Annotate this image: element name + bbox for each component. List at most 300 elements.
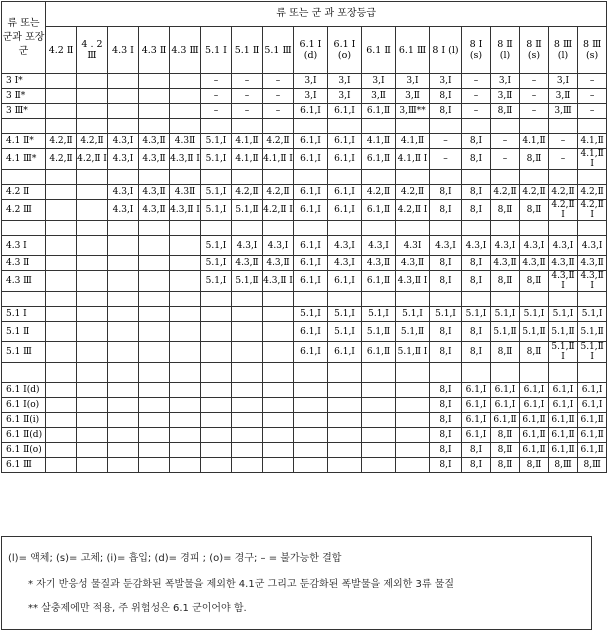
table-cell: 4.2,Ⅱ Ⅰ [549, 200, 578, 221]
table-cell: 8,Ⅰ [430, 458, 462, 473]
table-cell: 5.1,Ⅰ [362, 307, 396, 322]
table-cell: 5.1,Ⅰ [396, 307, 430, 322]
table-cell [46, 236, 77, 256]
table-cell [549, 170, 578, 185]
table-cell [77, 443, 108, 458]
table-cell: 8,Ⅰ [430, 428, 462, 443]
table-cell: 8,Ⅰ [462, 256, 491, 271]
table-cell: 3,Ⅰ [362, 74, 396, 89]
table-cell: – [232, 74, 263, 89]
table-cell [108, 221, 139, 236]
table-cell: 6.1,Ⅰ [328, 271, 362, 292]
table-cell: 8,Ⅰ [462, 342, 491, 363]
table-cell: 4.1,Ⅱ [520, 134, 549, 149]
table-cell [328, 443, 362, 458]
table-cell [328, 398, 362, 413]
table-cell [491, 119, 520, 134]
table-row [2, 271, 607, 292]
column-header: 5.1 Ⅰ [201, 27, 232, 74]
table-cell [77, 271, 108, 292]
table-cell [170, 413, 201, 428]
table-cell: 4.3,Ⅱ [263, 256, 294, 271]
table-cell: 6.1,Ⅰ [294, 271, 328, 292]
table-cell [77, 200, 108, 221]
table-cell: 4.3,Ⅰ [491, 236, 520, 256]
table-cell: 8,Ⅱ [520, 200, 549, 221]
table-cell: – [263, 89, 294, 104]
packing-group-matrix [1, 1, 607, 473]
row-label: 5.1 Ⅲ [2, 342, 46, 363]
table-cell: 6.1,Ⅰ [462, 383, 491, 398]
table-cell [46, 363, 77, 383]
table-cell [170, 119, 201, 134]
table-cell [578, 119, 607, 134]
table-cell: 4.3Ⅰ [396, 236, 430, 256]
table-cell: 4.2,Ⅱ [578, 185, 607, 200]
table-cell [232, 443, 263, 458]
table-cell: 8,Ⅰ [430, 271, 462, 292]
row-label: 6.1 Ⅰ(o) [2, 398, 46, 413]
table-cell [46, 119, 77, 134]
table-cell [139, 119, 170, 134]
table-row [2, 74, 607, 89]
table-cell: 8,Ⅱ [491, 104, 520, 119]
table-cell: 6.1,Ⅱ [578, 413, 607, 428]
table-cell [520, 170, 549, 185]
table-cell [201, 458, 232, 473]
table-cell [328, 363, 362, 383]
table-cell [201, 292, 232, 307]
table-cell: 4.2,Ⅱ [362, 185, 396, 200]
table-cell [77, 256, 108, 271]
table-cell: 6.1,Ⅰ [462, 398, 491, 413]
table-cell [170, 307, 201, 322]
table-cell [520, 119, 549, 134]
row-label: 3 Ⅰ* [2, 74, 46, 89]
table-cell: 6.1,Ⅰ [549, 398, 578, 413]
table-cell: 4.3,Ⅰ [108, 200, 139, 221]
table-cell: 8,Ⅱ [491, 271, 520, 292]
table-cell: 4.3,Ⅰ [520, 236, 549, 256]
table-cell [170, 170, 201, 185]
table-cell [108, 428, 139, 443]
table-cell [263, 221, 294, 236]
table-cell [396, 292, 430, 307]
table-cell: 4.3,Ⅱ Ⅰ [578, 271, 607, 292]
table-cell [201, 428, 232, 443]
table-cell: 6.1,Ⅰ [328, 200, 362, 221]
table-cell: 6.1,Ⅱ [362, 200, 396, 221]
column-header: 8 Ⅱ (l) [491, 27, 520, 74]
table-cell: 4.1,Ⅱ Ⅰ [263, 149, 294, 170]
table-cell [549, 363, 578, 383]
table-cell [294, 221, 328, 236]
row-label: 4.3 Ⅲ [2, 271, 46, 292]
table-cell: 5.1,Ⅱ [396, 322, 430, 342]
table-cell: 6.1,Ⅱ [491, 413, 520, 428]
table-cell [46, 307, 77, 322]
table-cell: 4.3,Ⅱ [139, 149, 170, 170]
table-cell: 8,Ⅰ [430, 256, 462, 271]
table-cell: 8,Ⅲ [578, 458, 607, 473]
table-cell [462, 292, 491, 307]
table-cell: 4.3,Ⅰ [549, 236, 578, 256]
table-cell [170, 458, 201, 473]
table-cell: 8,Ⅰ [462, 443, 491, 458]
table-cell [328, 292, 362, 307]
row-label: 3 Ⅲ* [2, 104, 46, 119]
table-cell [263, 342, 294, 363]
table-cell: 5.1,Ⅰ [328, 322, 362, 342]
table-cell [46, 221, 77, 236]
row-label [2, 119, 46, 134]
table-cell: 6.1,Ⅱ [520, 413, 549, 428]
table-cell [46, 170, 77, 185]
table-cell: 6.1,Ⅰ [462, 428, 491, 443]
table-cell [139, 398, 170, 413]
table-cell [430, 119, 462, 134]
table-cell [201, 398, 232, 413]
table-cell [578, 221, 607, 236]
table-cell: 8,Ⅰ [462, 271, 491, 292]
table-cell: 4.1,Ⅱ [232, 134, 263, 149]
table-cell [77, 236, 108, 256]
table-cell: 3,Ⅲ** [396, 104, 430, 119]
column-header: 6.1 Ⅲ [396, 27, 430, 74]
table-cell [46, 256, 77, 271]
table-cell: 4.2,Ⅱ [77, 134, 108, 149]
table-cell: 4.3,Ⅰ [462, 236, 491, 256]
table-cell [139, 363, 170, 383]
table-cell: 4.3,Ⅰ [263, 236, 294, 256]
table-cell [328, 458, 362, 473]
table-cell: – [520, 74, 549, 89]
table-cell [77, 74, 108, 89]
table-cell: 5.1,Ⅰ [294, 307, 328, 322]
table-cell: 5.1,Ⅰ [201, 200, 232, 221]
table-cell [328, 221, 362, 236]
table-cell [396, 221, 430, 236]
table-cell [430, 363, 462, 383]
table-cell [491, 363, 520, 383]
table-cell: 4.1,Ⅱ [362, 134, 396, 149]
table-cell [396, 458, 430, 473]
table-cell: 4.3,Ⅱ [139, 134, 170, 149]
spacer-row [2, 221, 607, 236]
table-cell: 4.2,Ⅱ Ⅰ [396, 200, 430, 221]
table-cell: – [462, 89, 491, 104]
table-cell: 8,Ⅰ [462, 185, 491, 200]
table-cell: 5.1,Ⅰ [201, 271, 232, 292]
table-cell [46, 342, 77, 363]
table-row [2, 200, 607, 221]
table-cell [201, 119, 232, 134]
column-header: 6.1 Ⅱ [362, 27, 396, 74]
table-cell: 4.2,Ⅱ [263, 134, 294, 149]
table-cell [263, 307, 294, 322]
table-cell [362, 383, 396, 398]
table-cell [263, 413, 294, 428]
table-cell [139, 413, 170, 428]
table-row [2, 398, 607, 413]
table-cell [77, 413, 108, 428]
table-cell: – [578, 104, 607, 119]
table-cell: 5.1,Ⅰ [520, 307, 549, 322]
table-cell: 6.1,Ⅰ [294, 185, 328, 200]
row-label: 4.3 Ⅱ [2, 256, 46, 271]
table-cell [362, 170, 396, 185]
table-cell [263, 363, 294, 383]
table-cell [232, 322, 263, 342]
table-cell [578, 170, 607, 185]
table-cell [201, 221, 232, 236]
table-cell: 5.1,Ⅰ [578, 307, 607, 322]
table-cell [396, 443, 430, 458]
table-cell: 8,Ⅰ [462, 322, 491, 342]
table-cell [328, 383, 362, 398]
table-cell [170, 443, 201, 458]
table-cell: 5.1,Ⅰ [201, 149, 232, 170]
table-cell [491, 221, 520, 236]
table-cell [77, 185, 108, 200]
table-cell: 4.3,Ⅱ Ⅰ [263, 271, 294, 292]
table-cell [362, 292, 396, 307]
table-cell: 4.3,Ⅱ [139, 185, 170, 200]
table-cell [170, 74, 201, 89]
table-cell [77, 363, 108, 383]
table-cell [77, 104, 108, 119]
table-cell: 8,Ⅰ [462, 458, 491, 473]
row-label: 4.1 Ⅲ* [2, 149, 46, 170]
table-cell: 6.1,Ⅱ [549, 428, 578, 443]
table-cell [520, 363, 549, 383]
table-row [2, 134, 607, 149]
table-cell: – [430, 149, 462, 170]
table-cell: 8,Ⅰ [430, 443, 462, 458]
table-cell [108, 271, 139, 292]
table-cell: 5.1,Ⅰ [201, 134, 232, 149]
spacer-row [2, 170, 607, 185]
column-header: 4.2 Ⅱ [46, 27, 77, 74]
table-cell: 8,Ⅱ [520, 342, 549, 363]
table-cell: 6.1,Ⅱ [549, 413, 578, 428]
table-cell [578, 363, 607, 383]
table-cell [396, 119, 430, 134]
table-cell: 6.1,Ⅱ [362, 342, 396, 363]
table-cell [263, 322, 294, 342]
table-cell [139, 104, 170, 119]
table-cell [201, 383, 232, 398]
table-cell [108, 443, 139, 458]
table-cell [139, 221, 170, 236]
table-cell: 6.1,Ⅰ [294, 104, 328, 119]
table-cell: 8,Ⅰ [430, 185, 462, 200]
table-cell [170, 363, 201, 383]
column-header: 8 Ⅲ (s) [578, 27, 607, 74]
row-label: 4.1 Ⅱ* [2, 134, 46, 149]
table-cell: – [520, 104, 549, 119]
table-cell [362, 363, 396, 383]
table-cell: 4.3,Ⅰ [362, 236, 396, 256]
table-cell [139, 271, 170, 292]
table-cell: 4.2,Ⅱ [232, 185, 263, 200]
column-header: 4 . 2 Ⅲ [77, 27, 108, 74]
table-cell [108, 458, 139, 473]
table-cell [77, 292, 108, 307]
table-cell [294, 170, 328, 185]
table-cell: 4.2,Ⅱ Ⅰ [578, 200, 607, 221]
table-cell [77, 383, 108, 398]
table-cell [362, 221, 396, 236]
table-cell: – [578, 89, 607, 104]
table-cell [430, 221, 462, 236]
table-cell: 6.1,Ⅰ [328, 342, 362, 363]
table-cell: 4.3,Ⅰ [108, 149, 139, 170]
table-cell [263, 170, 294, 185]
table-cell [46, 398, 77, 413]
table-cell [139, 458, 170, 473]
row-label [2, 170, 46, 185]
table-cell [328, 119, 362, 134]
table-cell: 4.3,Ⅱ Ⅰ [549, 271, 578, 292]
table-cell [77, 119, 108, 134]
table-cell: 4.2,Ⅱ [520, 185, 549, 200]
table-row [2, 428, 607, 443]
table-cell: – [462, 104, 491, 119]
table-cell [396, 170, 430, 185]
table-cell: 4.1,Ⅱ Ⅰ [396, 149, 430, 170]
table-cell: 6.1,Ⅰ [328, 134, 362, 149]
table-cell: – [232, 104, 263, 119]
table-cell [396, 383, 430, 398]
table-cell: 6.1,Ⅰ [491, 383, 520, 398]
table-cell [108, 104, 139, 119]
table-cell: 6.1,Ⅰ [294, 256, 328, 271]
table-cell: 5.1,Ⅰ [201, 236, 232, 256]
table-cell: 5.1,Ⅰ [328, 307, 362, 322]
table-cell: 4.1,Ⅱ Ⅰ [578, 149, 607, 170]
table-cell: 4.1,Ⅱ [232, 149, 263, 170]
table-cell [46, 104, 77, 119]
table-cell [170, 292, 201, 307]
table-cell: 5.1,Ⅰ [201, 185, 232, 200]
table-cell: 4.3Ⅱ [170, 134, 201, 149]
spacer-row [2, 292, 607, 307]
table-cell [201, 307, 232, 322]
table-cell [294, 383, 328, 398]
table-cell [294, 119, 328, 134]
table-cell: 8,Ⅱ [491, 458, 520, 473]
table-cell [294, 398, 328, 413]
table-cell [328, 428, 362, 443]
table-cell: 3,Ⅲ [549, 104, 578, 119]
table-cell: – [232, 89, 263, 104]
table-cell: 5.1,Ⅰ [549, 307, 578, 322]
table-cell [139, 170, 170, 185]
table-cell: – [201, 74, 232, 89]
table-cell [232, 383, 263, 398]
table-cell: – [462, 74, 491, 89]
table-row [2, 443, 607, 458]
table-cell: 6.1,Ⅱ [362, 104, 396, 119]
table-cell [491, 292, 520, 307]
column-header: 8 Ⅲ (l) [549, 27, 578, 74]
table-cell: 8,Ⅱ [491, 200, 520, 221]
table-cell [549, 119, 578, 134]
table-cell [201, 413, 232, 428]
column-header: 8 Ⅰ (l) [430, 27, 462, 74]
table-cell [430, 292, 462, 307]
table-cell [232, 119, 263, 134]
table-cell: 6.1,Ⅰ [294, 149, 328, 170]
table-cell [232, 413, 263, 428]
column-header: 4.3 Ⅲ [170, 27, 201, 74]
table-cell: 4.1,Ⅱ [396, 134, 430, 149]
table-cell [108, 322, 139, 342]
table-cell: 8,Ⅰ [430, 398, 462, 413]
table-cell [46, 458, 77, 473]
legend-abbreviations: (l)= 액체; (s)= 고체; (i)= 흡입; (d)= 경피 ; (o)= 경구; – = 불가능한 결합 [8, 553, 342, 564]
table-cell: – [491, 134, 520, 149]
table-cell: 4.3,Ⅰ [328, 236, 362, 256]
table-cell: – [549, 149, 578, 170]
table-cell: 4.3,Ⅱ [362, 256, 396, 271]
column-header: 4.3 Ⅰ [108, 27, 139, 74]
legend-footnote-single-asterisk: * 자기 반응성 물질과 둔감화된 폭발물을 제외한 4.1군 그리고 둔감화된 폭발물을 제외한 3류 물질 [28, 579, 455, 590]
table-cell [170, 104, 201, 119]
column-header: 6.1 Ⅰ (d) [294, 27, 328, 74]
table-cell: 8,Ⅰ [462, 149, 491, 170]
table-cell [139, 307, 170, 322]
table-cell [294, 428, 328, 443]
table-cell: 4.3,Ⅰ [328, 256, 362, 271]
table-cell: 6.1,Ⅱ [520, 428, 549, 443]
table-cell [77, 307, 108, 322]
table-cell [46, 271, 77, 292]
table-cell [263, 398, 294, 413]
table-cell: 8,Ⅰ [462, 134, 491, 149]
table-cell: 4.1,Ⅱ [578, 134, 607, 149]
table-cell: 6.1,Ⅰ [294, 322, 328, 342]
table-cell [46, 383, 77, 398]
table-cell: 6.1,Ⅰ [294, 200, 328, 221]
table-cell: 8,Ⅱ [491, 342, 520, 363]
table-cell: 3,Ⅱ [491, 89, 520, 104]
legend-footnote-double-asterisk: ** 살충제에만 적용, 주 위험성은 6.1 군이어야 함. [28, 603, 247, 614]
table-cell [201, 322, 232, 342]
table-cell [263, 443, 294, 458]
table-cell [328, 413, 362, 428]
table-cell: 8,Ⅰ [430, 342, 462, 363]
table-cell [201, 170, 232, 185]
table-cell [232, 428, 263, 443]
table-cell: 3,Ⅱ [396, 89, 430, 104]
table-cell: – [263, 74, 294, 89]
table-cell [77, 428, 108, 443]
table-cell [77, 398, 108, 413]
spacer-row [2, 363, 607, 383]
table-cell: 5.1,Ⅰ [201, 256, 232, 271]
table-cell: 5.1,Ⅱ Ⅰ [549, 342, 578, 363]
table-cell: 4.3,Ⅱ [232, 256, 263, 271]
table-cell [201, 342, 232, 363]
table-cell [170, 383, 201, 398]
table-cell: 4.2,Ⅱ [46, 149, 77, 170]
table-cell [170, 271, 201, 292]
table-cell [294, 292, 328, 307]
table-cell [263, 458, 294, 473]
table-cell [108, 398, 139, 413]
